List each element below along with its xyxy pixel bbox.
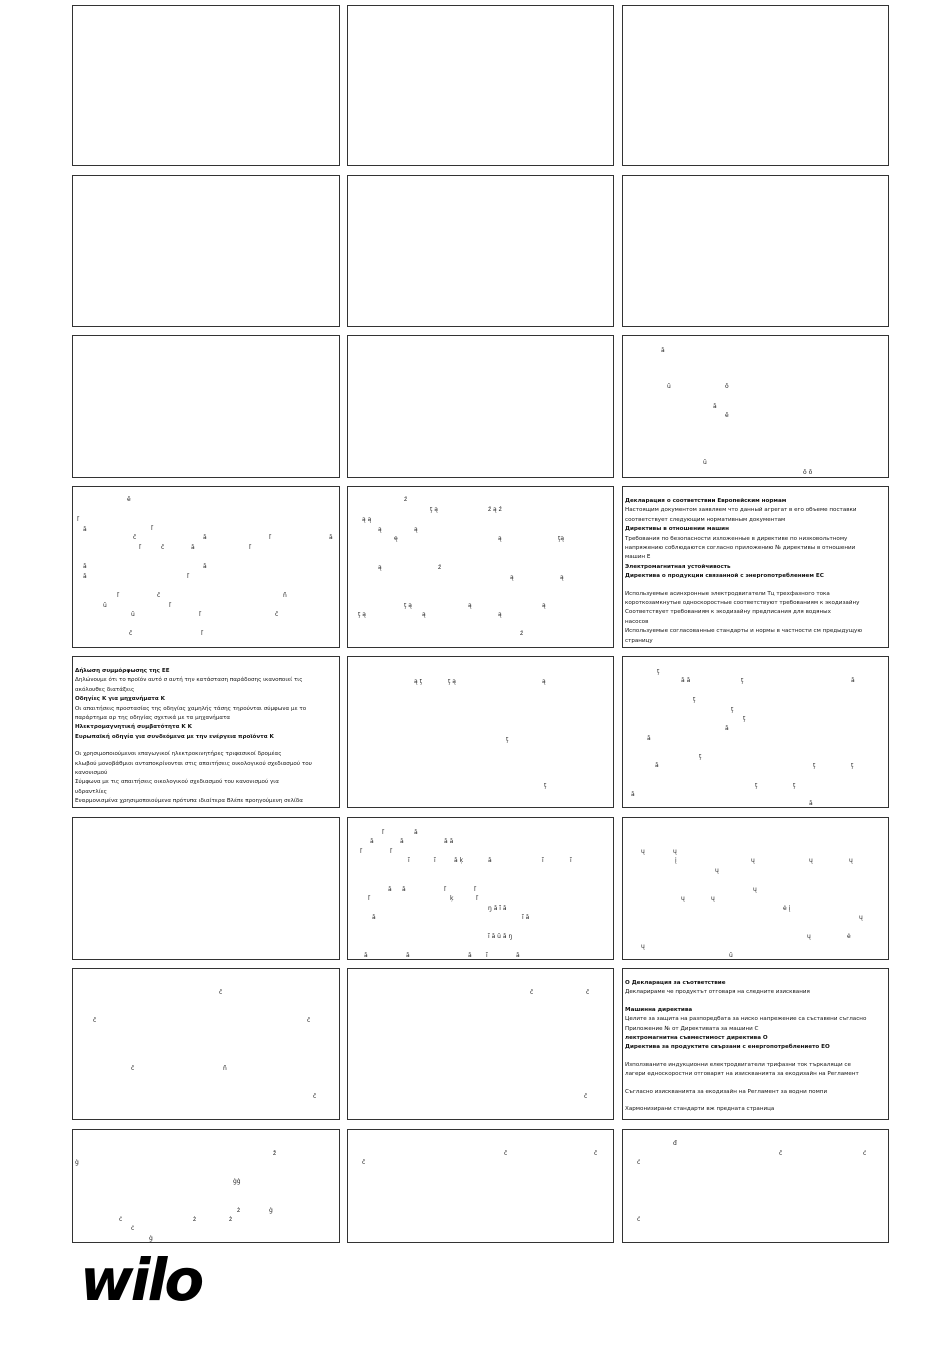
glyph: ę <box>394 535 398 542</box>
glyph: ų <box>673 848 677 855</box>
declaration-line: Декларираме че продуктът отговаря на следните изисквания <box>625 989 810 996</box>
declaration-line: лагери едноскоростни отговарят на изискванията за екодизайн на Регламент <box>625 1071 859 1078</box>
glyph: ţ <box>693 696 696 703</box>
declaration-line: Δηλώνουμε ότι το προϊόν αυτό σ αυτή την κατάσταση παράδοσης ικανοποιεί τις <box>75 677 303 684</box>
glyph: ā <box>516 952 520 959</box>
glyph: č <box>594 1150 598 1157</box>
declaration-title: Декларация о соответствии Европейским нормам <box>625 498 787 504</box>
declaration-title: Δήλωση συμμόρφωσης της ΕΕ <box>75 668 170 674</box>
glyph: ċ <box>119 1216 123 1223</box>
declaration-line: κανονισμού <box>75 770 108 777</box>
glyph: ţ <box>813 762 816 769</box>
panel-r6-c3 <box>622 817 889 960</box>
glyph: ŋ ā ĩ ā <box>488 905 507 912</box>
glyph: ţ <box>755 782 758 789</box>
glyph: ţ <box>743 715 746 722</box>
panel-r2-c2 <box>347 175 614 327</box>
declaration-line: соответствует следующим нормативным документам <box>625 516 786 523</box>
declaration-line: Соответствует требованиям к экодизайну предписания для водяных <box>625 609 831 616</box>
glyph: ą <box>378 564 382 571</box>
panel-r8-c1 <box>72 1129 340 1243</box>
glyph: ē <box>127 496 131 503</box>
glyph: ū <box>131 611 135 618</box>
panel-r5-c3 <box>622 656 889 808</box>
glyph: ľ <box>199 611 202 618</box>
glyph: č <box>275 611 279 618</box>
glyph: ā <box>400 838 404 845</box>
glyph: ā <box>83 526 87 533</box>
glyph: ľ <box>77 516 80 523</box>
glyph: ą ţ <box>414 678 422 685</box>
glyph: ā ķ <box>454 857 464 864</box>
glyph: ā <box>83 573 87 580</box>
glyph: ą <box>510 574 514 581</box>
glyph: ľ <box>201 630 204 637</box>
glyph: č <box>504 1150 508 1157</box>
glyph: ā <box>370 838 374 845</box>
declaration-line: Электромагнитная устойчивость <box>625 563 731 570</box>
panel-r3-c2 <box>347 335 614 478</box>
glyph: ķ <box>450 895 454 902</box>
declaration-line: Ηλεκτρομαγνητική συμβατότητα Κ Κ <box>75 724 192 731</box>
glyph: ţ <box>699 753 702 760</box>
glyph: ā <box>725 725 729 732</box>
glyph: ñ <box>283 592 287 599</box>
glyph: ľ <box>382 829 385 836</box>
panel-r5-c2 <box>347 656 614 808</box>
declaration-line: Используемые согласованные стандарты и нормы в частности см предыдущую <box>625 628 863 635</box>
glyph: ā <box>655 762 659 769</box>
glyph: ţ <box>731 706 734 713</box>
glyph: ā <box>83 563 87 570</box>
panel-r8-c2 <box>347 1129 614 1243</box>
glyph: ā <box>647 735 651 742</box>
glyph: č <box>779 1150 783 1157</box>
panel-r2-c1 <box>72 175 340 327</box>
declaration-greek <box>72 656 340 808</box>
glyph: ā <box>372 914 376 921</box>
declaration-line: Целите за защита на разпоредбата за ниско напрежение са съставени съгласно <box>625 1016 867 1023</box>
glyph: ą <box>468 602 472 609</box>
glyph: ā <box>402 886 406 893</box>
declaration-line: Настоящим документом заявляем что данный агрегат в его объеме поставки <box>625 507 857 514</box>
panel-r3-c1 <box>72 335 340 478</box>
glyph: ĩ <box>486 952 488 959</box>
panel-r4-c1 <box>72 486 340 648</box>
declaration-line: Машинна директива <box>625 1006 693 1013</box>
glyph: ą ą <box>362 516 372 523</box>
panel-r6-c2 <box>347 817 614 960</box>
declaration-line: κλωβού μονοβάθμιοι ανταποκρίνονται στις απαιτήσεις οικολογικού σχεδιασμού του <box>75 760 312 767</box>
glyph: ţ ą <box>448 678 456 685</box>
glyph: ĩ ā <box>522 914 530 921</box>
glyph: ľ <box>169 602 172 609</box>
glyph: ţ <box>544 782 547 789</box>
glyph: ū <box>103 602 107 609</box>
declaration-title: О Декларация за съответствие <box>625 980 726 986</box>
glyph: ġ <box>269 1207 273 1214</box>
glyph: č <box>161 544 165 551</box>
glyph: ā <box>488 857 492 864</box>
glyph: ų <box>753 886 757 893</box>
declaration-line: Οι χρησιμοποιούμενοι επαγωγικοί ηλεκτροκινητήρες τριφασικοί δρομέας <box>75 751 282 758</box>
glyph: ţ <box>793 782 796 789</box>
panel-r7-c1 <box>72 968 340 1120</box>
declaration-line: насосов <box>625 618 649 625</box>
panel-r1-c2 <box>347 5 614 166</box>
glyph: ą <box>498 611 502 618</box>
glyph: ż <box>229 1216 233 1223</box>
glyph: ų <box>807 933 811 940</box>
glyph: ľ <box>390 848 393 855</box>
declaration-line: Приложение № от Директивата за машини С <box>625 1025 759 1032</box>
glyph: ć <box>863 1150 867 1157</box>
glyph: č <box>362 1159 366 1166</box>
glyph: ą <box>378 526 382 533</box>
declaration-line: Използваните индукционни електродвигатели трифазни ток търкалящи се <box>625 1061 851 1068</box>
glyph: č <box>133 534 137 541</box>
glyph: ā <box>851 677 855 684</box>
declaration-line: напряжению соблюдаются согласно приложению № директивы в отношении <box>625 545 856 552</box>
declaration-line: Σύμφωνα με τις απαιτήσεις οικολογικού σχεδιασμού του κανονισμού για <box>75 779 279 786</box>
declaration-line: машин Е <box>625 554 651 561</box>
declaration-line: Съгласно изискванията за екодизайн на Регламент за водни помпи <box>625 1088 828 1095</box>
glyph: ţ <box>851 762 854 769</box>
glyph: ľ <box>476 895 479 902</box>
glyph: ţą <box>558 535 565 542</box>
declaration-line: ακόλουθες διατάξεις <box>75 686 135 693</box>
glyph: ā <box>388 886 392 893</box>
glyph: ľ <box>444 886 447 893</box>
glyph: ē <box>725 412 729 419</box>
glyph: ź <box>404 496 408 503</box>
declaration-line: Используемые асинхронные электродвигатели Тц трехфазного тока <box>625 590 830 597</box>
declaration-line: Εναρμονισμένα χρησιμοποιούμενα πρότυπα ιδιαίτερα Βλέπε προηγούμενη σελίδα <box>75 798 303 805</box>
glyph: ų <box>711 895 715 902</box>
glyph: ţ ą <box>358 611 366 618</box>
panel-r3-c3 <box>622 335 889 478</box>
glyph: č <box>219 989 223 996</box>
glyph: ţ ą <box>430 506 438 513</box>
declaration-line: Хармонизирани стандарти вж предната страница <box>625 1106 775 1113</box>
glyph: ā <box>191 544 195 551</box>
glyph: ā ā <box>681 677 691 684</box>
panel-r1-c3 <box>622 5 889 166</box>
glyph: ū <box>729 952 733 959</box>
glyph: ė <box>847 933 851 940</box>
glyph: č <box>584 1093 588 1100</box>
glyph: ž <box>273 1150 277 1157</box>
glyph: č <box>93 1017 97 1024</box>
declaration-line: короткозамкнутые односкоростные соответствуют требованиям к экодизайну <box>625 600 860 607</box>
glyph: ų <box>641 943 645 950</box>
panel-r7-c2 <box>347 968 614 1120</box>
glyph: ō ō <box>803 469 813 476</box>
glyph: ľ <box>360 848 363 855</box>
glyph: ā <box>631 791 635 798</box>
glyph: ā <box>203 563 207 570</box>
declaration-line: Οι απαιτήσεις προστασίας της οδηγίας χαμηλής τάσης τηρούνται σύμφωνα με το <box>75 705 307 712</box>
glyph: ġġ <box>233 1178 241 1185</box>
panel-r8-c3 <box>622 1129 889 1243</box>
glyph: ų <box>809 857 813 864</box>
glyph: ā <box>406 952 410 959</box>
panel-r2-c3 <box>622 175 889 327</box>
glyph: ū <box>667 383 671 390</box>
glyph: ā <box>329 534 333 541</box>
glyph: ć <box>637 1216 641 1223</box>
glyph: ų <box>681 895 685 902</box>
glyph: ā <box>414 829 418 836</box>
glyph: č <box>586 989 590 996</box>
glyph: č <box>307 1017 311 1024</box>
glyph: ġ <box>75 1159 79 1166</box>
glyph: ų <box>751 857 755 864</box>
glyph: ų <box>715 867 719 874</box>
glyph: ą <box>542 602 546 609</box>
glyph: ľ <box>187 573 190 580</box>
glyph: ź ą ź <box>488 506 502 513</box>
glyph: ţ <box>506 736 509 743</box>
glyph: ā <box>364 952 368 959</box>
glyph: ţ ą <box>404 602 412 609</box>
declaration-line: Требования по безопасности изложенные в директиве по низковольтному <box>625 535 848 542</box>
panel-r4-c2 <box>347 486 614 648</box>
declaration-line: υδραντλίες <box>75 788 107 795</box>
glyph: ľ <box>368 895 371 902</box>
declaration-line: Ευρωπαϊκή οδηγία για συνδεόμενα με την ενέργεια προϊόντα Κ <box>75 733 274 740</box>
declaration-line: Οδηγίες Κ για μηχανήματα Κ <box>75 696 166 703</box>
glyph: č <box>313 1093 317 1100</box>
glyph: ā ā <box>444 838 454 845</box>
glyph: č <box>129 630 133 637</box>
glyph: ź <box>438 564 442 571</box>
glyph: ż <box>237 1207 241 1214</box>
declaration-line: Директивы в отношении машин <box>625 526 729 533</box>
wilo-logo: wilo <box>80 1246 202 1314</box>
glyph: ľ <box>117 592 120 599</box>
glyph: ľ <box>249 544 252 551</box>
glyph: ą <box>414 526 418 533</box>
glyph: č <box>530 989 534 996</box>
glyph: ā <box>809 800 813 807</box>
glyph: į <box>675 857 677 864</box>
declaration-russian <box>622 486 889 648</box>
glyph: ĩ ā ū ā ŋ <box>488 933 513 940</box>
glyph: ġ <box>149 1235 153 1242</box>
glyph: đ <box>673 1140 677 1147</box>
glyph: č <box>157 592 161 599</box>
glyph: ĩ <box>570 857 572 864</box>
glyph: ċ <box>131 1225 135 1232</box>
declaration-line: παράρτημα αρ της οδηγίας σχετικά με τα μηχανήματα <box>75 715 231 722</box>
glyph: ľ <box>269 534 272 541</box>
glyph: ć <box>637 1159 641 1166</box>
glyph: ñ <box>223 1065 227 1072</box>
glyph: ĩ <box>434 857 436 864</box>
declaration-line: страницу <box>625 637 653 644</box>
declaration-line: Директива за продуктите свързани с енергопотреблението ЕО <box>625 1044 830 1051</box>
glyph: ą <box>498 535 502 542</box>
glyph: ĩ <box>542 857 544 864</box>
glyph: ū <box>703 459 707 466</box>
glyph: ľ <box>474 886 477 893</box>
glyph: ż <box>193 1216 197 1223</box>
glyph: ų <box>641 848 645 855</box>
glyph: ľ <box>151 525 154 532</box>
glyph: ā <box>203 534 207 541</box>
declaration-line: лектромагнитна съвместимост директива О <box>625 1035 768 1042</box>
glyph: ų <box>849 857 853 864</box>
glyph: ţ <box>657 668 660 675</box>
declaration-bulgarian <box>622 968 889 1120</box>
glyph: ā <box>661 347 665 354</box>
glyph: ō <box>725 383 729 390</box>
glyph: ĩ <box>408 857 410 864</box>
declaration-line: Директива о продукции связанной с энергопотреблением ЕС <box>625 573 824 580</box>
glyph: ė į <box>783 905 791 912</box>
glyph: ţ <box>741 677 744 684</box>
glyph: ą <box>542 678 546 685</box>
glyph: č <box>131 1065 135 1072</box>
glyph: ą <box>560 574 564 581</box>
glyph: ā <box>468 952 472 959</box>
glyph: ų <box>859 914 863 921</box>
glyph: ź <box>520 630 524 637</box>
panel-r6-c1 <box>72 817 340 960</box>
panel-r1-c1 <box>72 5 340 166</box>
glyph: ľ <box>139 544 142 551</box>
glyph: ā <box>713 403 717 410</box>
glyph: ą <box>422 611 426 618</box>
